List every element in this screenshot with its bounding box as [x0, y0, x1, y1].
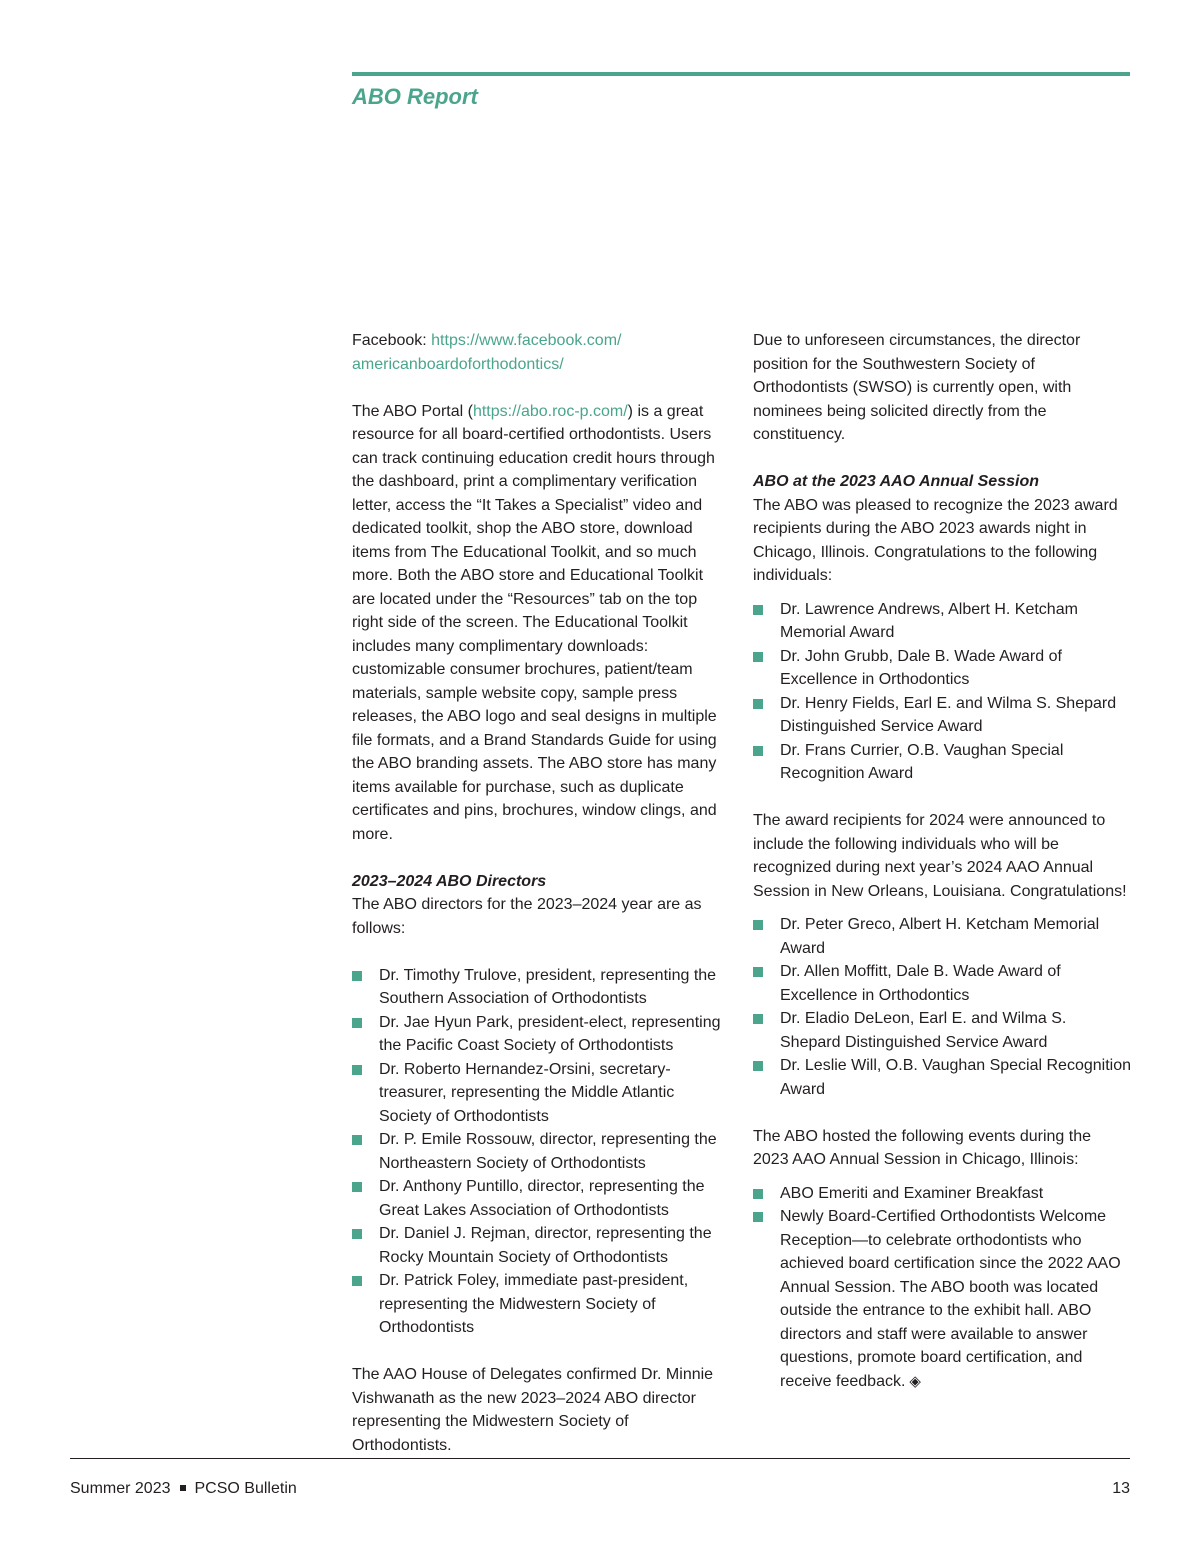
bullet-icon: [352, 1276, 362, 1286]
award-text: Dr. Lawrence Andrews, Albert H. Ketcham Memorial Award: [780, 600, 1078, 641]
bullet-icon: [352, 1229, 362, 1239]
director-text: Dr. Anthony Puntillo, director, representing the Great Lakes Association of Orthodontists: [379, 1178, 705, 1219]
bullet-icon: [753, 1189, 763, 1199]
bullet-icon: [753, 652, 763, 662]
bullet-icon: [352, 1135, 362, 1145]
events-list: [753, 1182, 1131, 1394]
director-text: Dr. Daniel J. Rejman, director, representing the Rocky Mountain Society of Orthodontists: [379, 1225, 712, 1266]
list-item: [352, 1058, 730, 1129]
bullet-icon: [352, 1065, 362, 1075]
house-delegates-paragraph: The AAO House of Delegates confirmed Dr. Minnie Vishwanath as the new 2023–2024 ABO director representing the Midwestern Society of Orthodontists.: [352, 1366, 714, 1454]
page-title: ABO Report: [352, 84, 478, 109]
awards-2024-list: [753, 913, 1131, 1101]
list-item: [753, 598, 1131, 645]
awards-2023-list: [753, 598, 1131, 786]
session-heading: ABO at the 2023 AAO Annual Session: [753, 473, 1039, 490]
left-column: [352, 329, 730, 1481]
list-item: [753, 645, 1131, 692]
bullet-icon: [753, 1212, 763, 1222]
award-text: Dr. Henry Fields, Earl E. and Wilma S. Shepard Distinguished Service Award: [780, 694, 1117, 735]
directors-intro: The ABO directors for the 2023–2024 year are as follows:: [352, 896, 702, 937]
footer-rule: [70, 1458, 1130, 1459]
portal-link[interactable]: https://abo.roc-p.com/: [472, 402, 628, 420]
page-number: 13: [1112, 1480, 1130, 1497]
award-text: Dr. John Grubb, Dale B. Wade Award of Excellence in Orthodontics: [780, 647, 1062, 688]
list-item: [352, 964, 730, 1011]
directors-list: [352, 964, 730, 1340]
bullet-icon: [753, 699, 763, 709]
list-item: [753, 960, 1131, 1007]
director-text: Dr. Timothy Trulove, president, representing the Southern Association of Orthodontists: [379, 966, 717, 1007]
bullet-icon: [753, 1061, 763, 1071]
director-text: Dr. Roberto Hernandez-Orsini, secretary-treasurer, representing the Middle Atlantic Society of Orthodontists: [379, 1060, 675, 1125]
portal-paragraph: [352, 400, 730, 847]
end-of-article-icon: ◈: [909, 1372, 921, 1390]
facebook-paragraph: [352, 329, 730, 376]
bullet-icon: [753, 746, 763, 756]
list-item: [753, 1054, 1131, 1101]
bullet-icon: [352, 1018, 362, 1028]
award-text: Dr. Allen Moffitt, Dale B. Wade Award of Excellence in Orthodontics: [780, 963, 1061, 1004]
footer-publication: [70, 1480, 297, 1498]
bullet-icon: [352, 1182, 362, 1192]
list-item: [352, 1175, 730, 1222]
vacancy-paragraph: Due to unforeseen circumstances, the director position for the Southwestern Society of Orthodontists (SWSO) is currently open, with nominees being solicited directly from the constituency.: [753, 332, 1081, 443]
directors-heading: 2023–2024 ABO Directors: [352, 872, 547, 890]
list-item: [753, 1007, 1131, 1054]
award-text: Dr. Peter Greco, Albert H. Ketcham Memorial Award: [780, 916, 1100, 957]
facebook-link[interactable]: https://www.facebook.com/ americanboardoforthodontics/: [352, 332, 622, 373]
footer-publication-name: PCSO Bulletin: [194, 1480, 297, 1497]
portal-text-rest: ) is a great resource for all board-certified orthodontists. Users can track continuing education credit hours through the dashboard, print a complimentary verification letter, access the “It Takes a Specialist” video and dedicated toolkit, shop the ABO store, download items from The Educational Toolkit, and so much more. Both the ABO store and Educational Toolkit are located under the “Resources” tab on the top right side of the screen. The Educational Toolkit includes many complimentary downloads: customizable consumer brochures, patient/team materials, sample website copy, sample press releases, the ABO logo and seal designs in multiple file formats, and a Brand Standards Guide for using the ABO branding assets. The ABO store has many items available for purchase, such as duplicate certificates and pins, brochures, window clings, and more.: [352, 402, 717, 843]
award-text: Dr. Eladio DeLeon, Earl E. and Wilma S. Shepard Distinguished Service Award: [780, 1010, 1067, 1051]
portal-text-start: The ABO Portal (: [352, 402, 473, 420]
bullet-icon: [753, 967, 763, 977]
list-item: [352, 1128, 730, 1175]
list-item: [753, 913, 1131, 960]
footer-separator-icon: [180, 1485, 186, 1491]
director-text: Dr. P. Emile Rossouw, director, representing the Northeastern Society of Orthodontists: [379, 1131, 717, 1172]
bullet-icon: [753, 920, 763, 930]
director-text: Dr. Jae Hyun Park, president-elect, representing the Pacific Coast Society of Orthodontists: [379, 1013, 721, 1054]
session-intro: The ABO was pleased to recognize the 2023 award recipients during the ABO 2023 awards night in Chicago, Illinois. Congratulations to the following individuals:: [753, 496, 1118, 584]
events-intro: The ABO hosted the following events during the 2023 AAO Annual Session in Chicago, Illinois:: [753, 1127, 1091, 1168]
awards-2024-intro: The award recipients for 2024 were announced to include the following individuals who will be recognized during next year’s 2024 AAO Annual Session in New Orleans, Louisiana. Congratulations!: [753, 812, 1127, 900]
list-item: [352, 1269, 730, 1340]
award-text: Dr. Leslie Will, O.B. Vaughan Special Recognition Award: [780, 1057, 1131, 1098]
right-column: [753, 329, 1131, 1417]
list-item: [352, 1011, 730, 1058]
list-item: [753, 692, 1131, 739]
list-item: [753, 739, 1131, 786]
award-text: Dr. Frans Currier, O.B. Vaughan Special Recognition Award: [780, 741, 1064, 782]
event-text: ABO Emeriti and Examiner Breakfast: [780, 1184, 1044, 1202]
list-item: [352, 1222, 730, 1269]
header-rule: [352, 72, 1130, 76]
facebook-label: Facebook:: [352, 332, 432, 349]
list-item: [753, 1205, 1131, 1393]
footer-issue: Summer 2023: [70, 1480, 171, 1497]
bullet-icon: [352, 971, 362, 981]
list-item: [753, 1182, 1131, 1206]
director-text: Dr. Patrick Foley, immediate past-president, representing the Midwestern Society of Orthodontists: [379, 1272, 689, 1336]
event-text: Newly Board-Certified Orthodontists Welcome Reception—to celebrate orthodontists who achieved board certification since the 2022 AAO Annual Session. The ABO booth was located outside the entrance to the exhibit hall. ABO directors and staff were available to answer questions, promote board certification, and receive feedback.: [780, 1208, 1121, 1390]
bullet-icon: [753, 605, 763, 615]
bullet-icon: [753, 1014, 763, 1024]
